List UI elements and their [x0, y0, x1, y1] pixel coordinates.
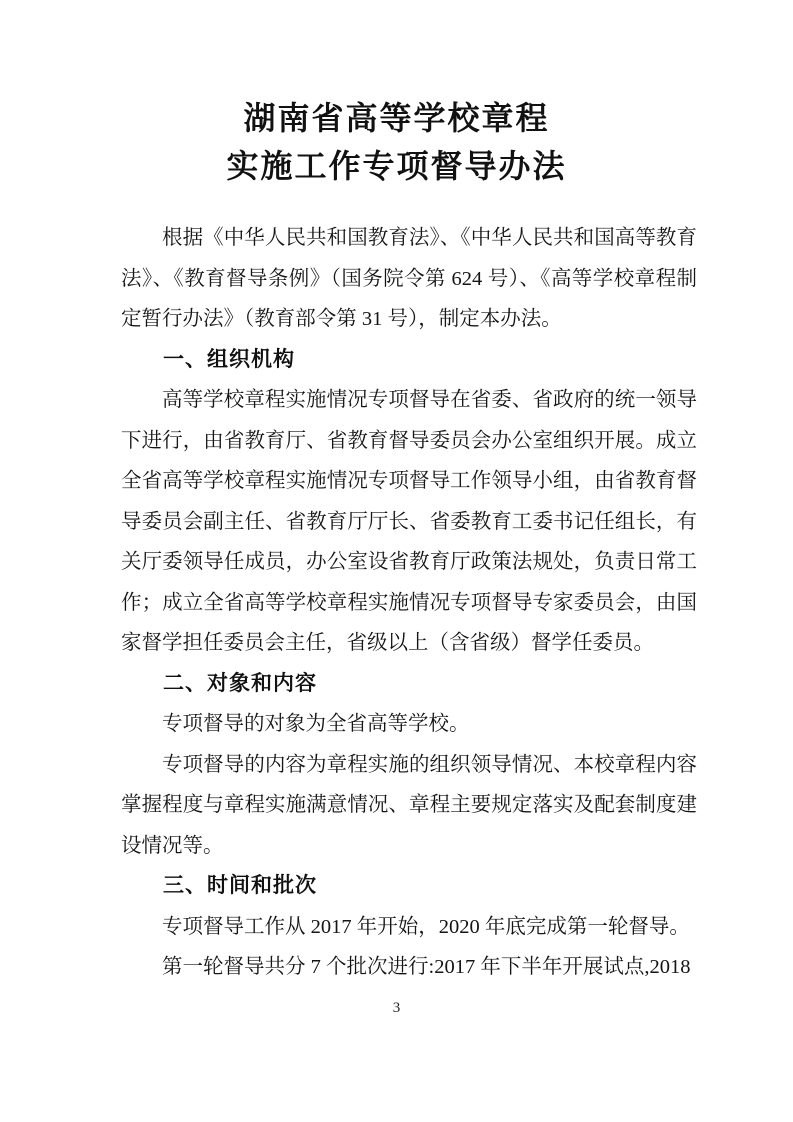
paragraph-batches: 第一轮督导共分 7 个批次进行:2017 年下半年开展试点,2018	[162, 956, 691, 978]
section-heading-organization: 一、组织机构	[163, 347, 295, 371]
paragraph-target: 专项督导的对象为全省高等学校。	[162, 713, 470, 735]
document-title-line-2: 实施工作专项督导办法	[226, 148, 567, 184]
section-heading-time-and-batches: 三、时间和批次	[163, 874, 317, 897]
paragraph-timeline: 专项督导工作从 2017 年开始，2020 年底完成第一轮督导。	[162, 915, 690, 938]
paragraph-content: 专项督导的内容为章程实施的组织领导情况、本校章程内容掌握程度与章程实施满意情况、章程主要规定落实及配套制度建设情况等。	[121, 753, 697, 857]
section-heading-target-and-content: 二、对象和内容	[163, 671, 317, 695]
document-title-line-1: 湖南省高等学校章程	[243, 100, 550, 136]
page-number: 3	[392, 1000, 401, 1016]
paragraph-legal-basis: 根据《中华人民共和国教育法》、《中华人民共和国高等教育法》、《教育督导条例》（国务院令第 624 号）、《高等学校章程制定暂行办法》（教育部令第 31 号），制定本办法。	[121, 227, 697, 330]
paragraph-organization: 高等学校章程实施情况专项督导在省委、省政府的统一领导下进行，由省教育厅、省教育督导委员会办公室组织开展。成立全省高等学校章程实施情况专项督导工作领导小组，由省教育督导委员会副主任、省教育厅厅长、省委教育工委书记任组长，有关厅委领导任成员，办公室设省教育厅政策法规处，负责日常工作；成立全省高等学校章程实施情况专项督导专家委员会，由国家督学担任委员会主任，省级以上（含省级）督学任委员。	[121, 389, 697, 654]
document-body	[121, 218, 697, 988]
document-title	[0, 94, 793, 190]
